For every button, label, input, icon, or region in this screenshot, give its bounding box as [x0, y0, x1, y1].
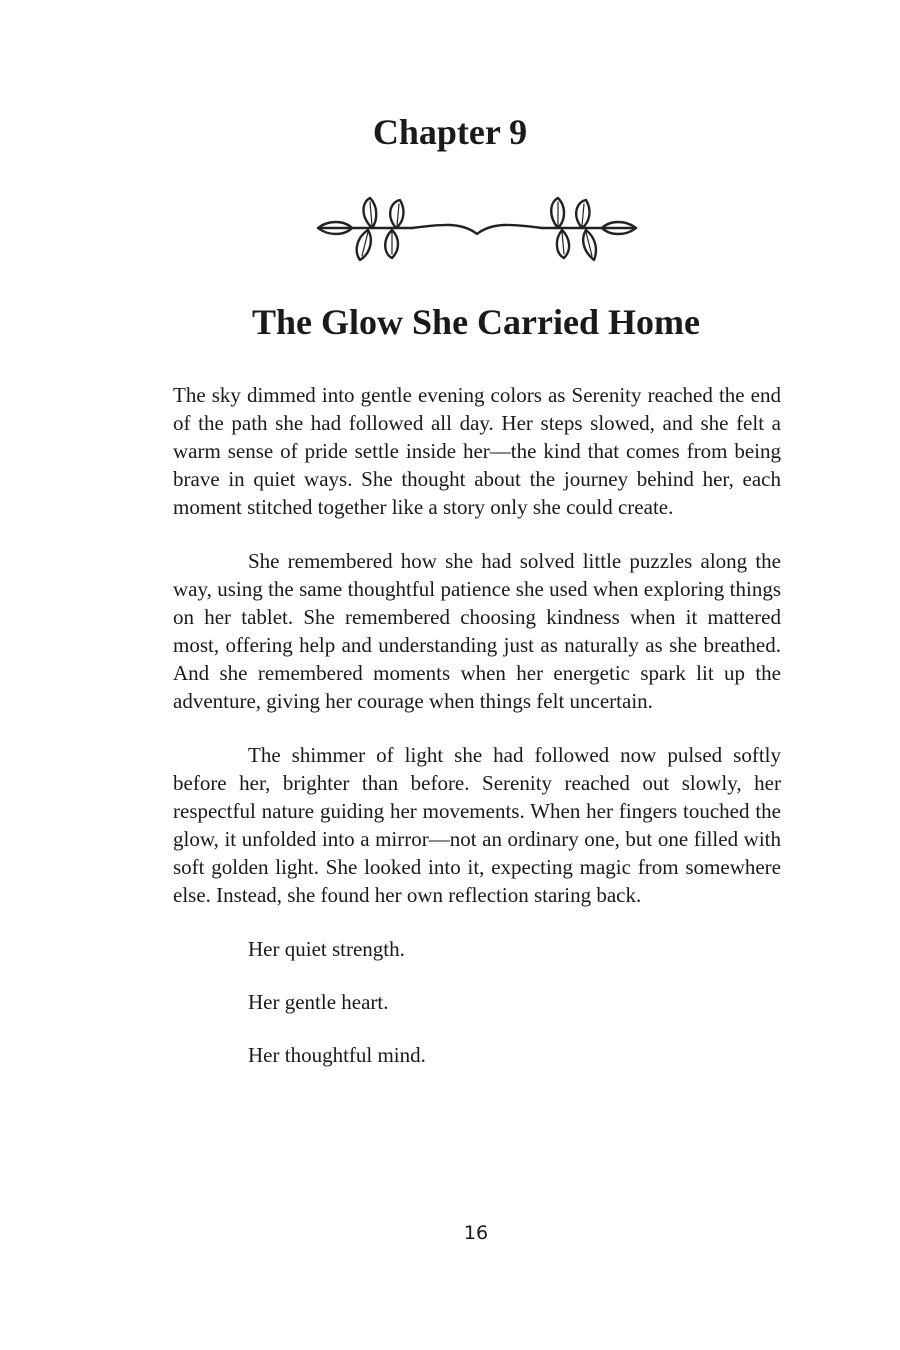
page-number: 16	[463, 1222, 489, 1244]
chapter-title: The Glow She Carried Home	[252, 302, 700, 342]
paragraph: She remembered how she had solved little puzzles along the way, using the same thoughtful patience she used when exploring things on her tablet. She remembered choosing kindness when it mattered most, offering help and understanding just as naturally as she breathed. And she remembered moments when her energetic spark lit up the adventure, giving her courage when things felt uncertain.	[173, 549, 781, 713]
paragraph: The sky dimmed into gentle evening colors as Serenity reached the end of the path she had followed all day. Her steps slowed, and she felt a warm sense of pride settle inside her—the kind that comes from being brave in quiet ways. She thought about the journey behind her, each moment stitched together like a story only she could create.	[173, 383, 781, 519]
laurel-vine-divider-icon	[312, 194, 642, 266]
chapter-number: Chapter 9	[372, 112, 528, 152]
paragraph: The shimmer of light she had followed now pulsed softly before her, brighter than before. Serenity reached out slowly, her respectful nature guiding her movements. When her fingers touched the glow, it unfolded into a mirror—not an ordinary one, but one filled with soft golden light. She looked into it, expecting magic from somewhere else. Instead, she found her own reflection staring back.	[173, 743, 781, 907]
short-line: Her thoughtful mind.	[248, 1043, 426, 1067]
short-line: Her gentle heart.	[248, 990, 389, 1014]
short-line: Her quiet strength.	[248, 937, 405, 961]
chapter-body	[173, 381, 781, 1094]
